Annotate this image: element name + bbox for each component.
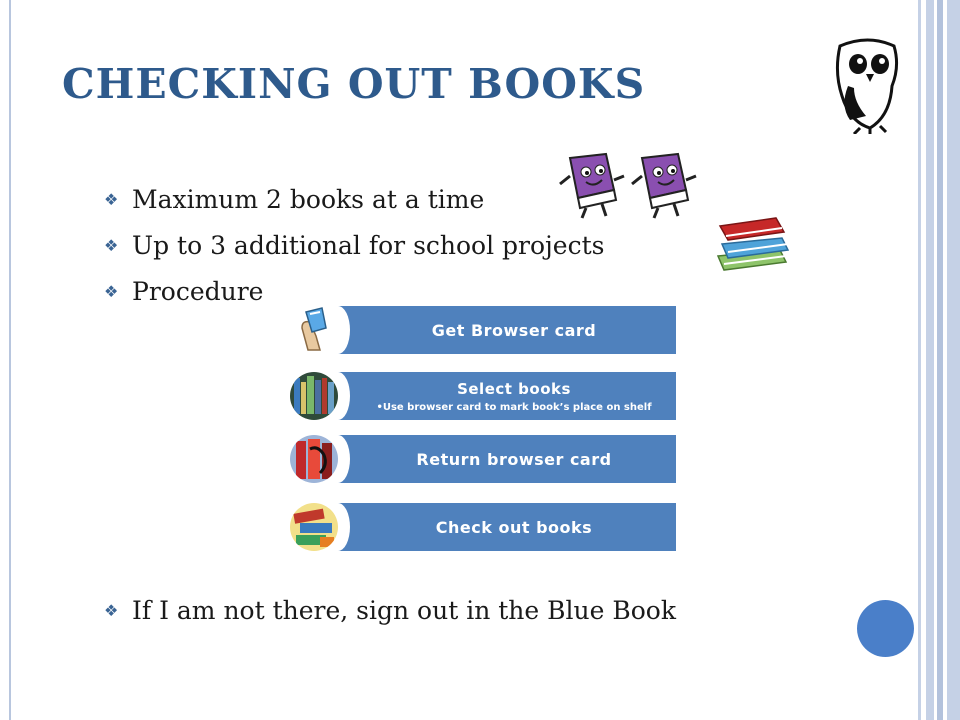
list-item <box>104 176 604 222</box>
decorative-circle <box>857 600 914 657</box>
diamond-bullet-icon: ❖ <box>104 235 119 255</box>
frame-stripe <box>918 0 921 720</box>
bullet-text: If I am not there, sign out in the Blue Book <box>132 595 676 625</box>
frame-stripe <box>926 0 934 720</box>
diamond-bullet-icon: ❖ <box>104 281 119 301</box>
step-sub-label: •Use browser card to mark book’s place on shelf <box>376 401 652 413</box>
book-stack-icon <box>714 210 790 276</box>
procedure-step-return-browser-card <box>290 435 676 483</box>
hand-card-icon <box>290 306 338 354</box>
bullet-text: Procedure <box>132 276 264 306</box>
list-item <box>104 222 604 268</box>
owl-icon <box>830 36 906 134</box>
list-item <box>104 587 676 633</box>
page-title: CHECKING OUT BOOKS <box>62 60 646 108</box>
bookshelf-icon <box>290 372 338 420</box>
bullet-list <box>104 176 604 314</box>
bullet-text: Up to 3 additional for school projects <box>132 230 605 260</box>
diamond-bullet-icon: ❖ <box>104 600 119 620</box>
procedure-step-select-books <box>290 372 676 420</box>
procedure-step-check-out-books <box>290 503 676 551</box>
step-label: Get Browser card <box>431 320 597 340</box>
diamond-bullet-icon: ❖ <box>104 189 119 209</box>
step-label: Check out books <box>435 517 593 537</box>
step-box <box>326 503 676 551</box>
procedure-step-get-browser-card <box>290 306 676 354</box>
step-box <box>326 372 676 420</box>
step-label: Return browser card <box>416 449 612 469</box>
book-stack-icon <box>290 503 338 551</box>
slide-frame-left <box>9 0 11 720</box>
step-label: Select books <box>457 379 571 398</box>
frame-stripe <box>937 0 943 720</box>
step-box <box>326 435 676 483</box>
bullet-text: Maximum 2 books at a time <box>132 184 485 214</box>
frame-stripe <box>947 0 960 720</box>
step-box <box>326 306 676 354</box>
books-spines-icon <box>290 435 338 483</box>
